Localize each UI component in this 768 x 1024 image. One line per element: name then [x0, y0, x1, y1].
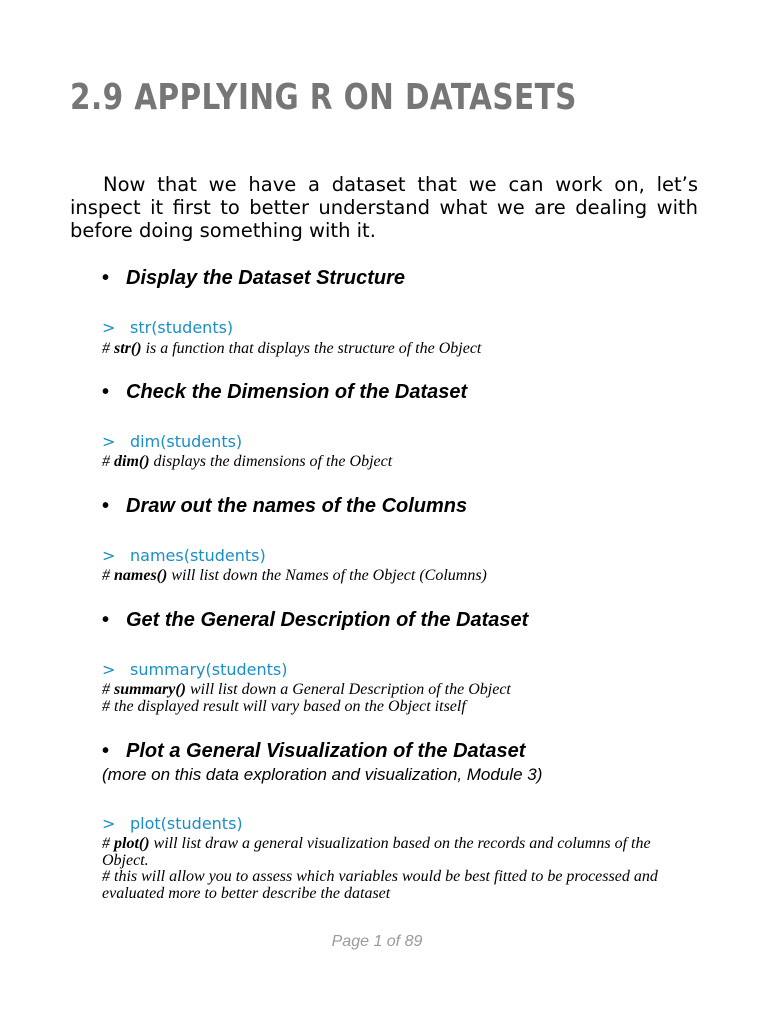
- code-line-summary: [102, 660, 287, 680]
- code-line-plot: [102, 814, 243, 834]
- bullet-icon: •: [102, 495, 110, 517]
- bullet-icon: •: [102, 381, 110, 403]
- bullet-heading-description: [102, 608, 528, 632]
- code-line-dim: [102, 432, 242, 452]
- code-text: dim(students): [130, 432, 243, 451]
- prompt-symbol: >: [102, 318, 116, 337]
- prompt-symbol: >: [102, 546, 116, 565]
- code-text: plot(students): [130, 814, 243, 833]
- code-text: summary(students): [130, 660, 288, 679]
- comment-line: # str() is a function that displays the structure of the Object: [102, 340, 482, 357]
- bullet-heading-structure: [102, 266, 405, 290]
- function-name: dim(): [114, 453, 150, 470]
- comment-line: # dim() displays the dimensions of the Object: [102, 453, 393, 470]
- comment-line: # names() will list down the Names of the Object (Columns): [102, 567, 487, 584]
- function-name: names(): [114, 567, 168, 584]
- bullet-title: Plot a General Visualization of the Dataset: [126, 740, 526, 762]
- bullet-title: Display the Dataset Structure: [126, 267, 405, 289]
- bullet-icon: •: [102, 267, 110, 289]
- function-name: summary(): [114, 681, 186, 698]
- bullet-icon: •: [102, 740, 110, 762]
- prompt-symbol: >: [102, 814, 116, 833]
- bullet-title: Get the General Description of the Dataset: [126, 609, 529, 631]
- code-text: names(students): [130, 546, 266, 565]
- bullet-title: Check the Dimension of the Dataset: [126, 381, 468, 403]
- function-name: plot(): [114, 835, 150, 852]
- prompt-symbol: >: [102, 432, 116, 451]
- comment-block: # summary() will list down a General Description of the Object # the displayed result will vary based on the Object itself: [102, 681, 511, 715]
- module-note: (more on this data exploration and visualization, Module 3): [102, 765, 543, 784]
- function-name: str(): [114, 340, 142, 357]
- comment-block: # plot() will list draw a general visualization based on the records and columns of the Object. # this will allow you to assess which variables would be best fitted to be processed and evaluated more to better describe the dataset: [102, 835, 658, 902]
- bullet-heading-visualization: [102, 739, 525, 763]
- bullet-heading-dimension: [102, 380, 467, 404]
- code-text: str(students): [130, 318, 234, 337]
- code-line-str: [102, 318, 233, 338]
- prompt-symbol: >: [102, 660, 116, 679]
- bullet-title: Draw out the names of the Columns: [126, 495, 468, 517]
- intro-paragraph: Now that we have a dataset that we can work on, let’s inspect it first to better understand what we are dealing with before doing something with it.: [70, 173, 698, 242]
- section-heading: 2.9 APPLYING R ON DATASETS: [70, 77, 577, 118]
- bullet-heading-columns: [102, 494, 467, 518]
- code-line-names: [102, 546, 266, 566]
- bullet-icon: •: [102, 609, 110, 631]
- page-number: Page 1 of 89: [331, 933, 423, 950]
